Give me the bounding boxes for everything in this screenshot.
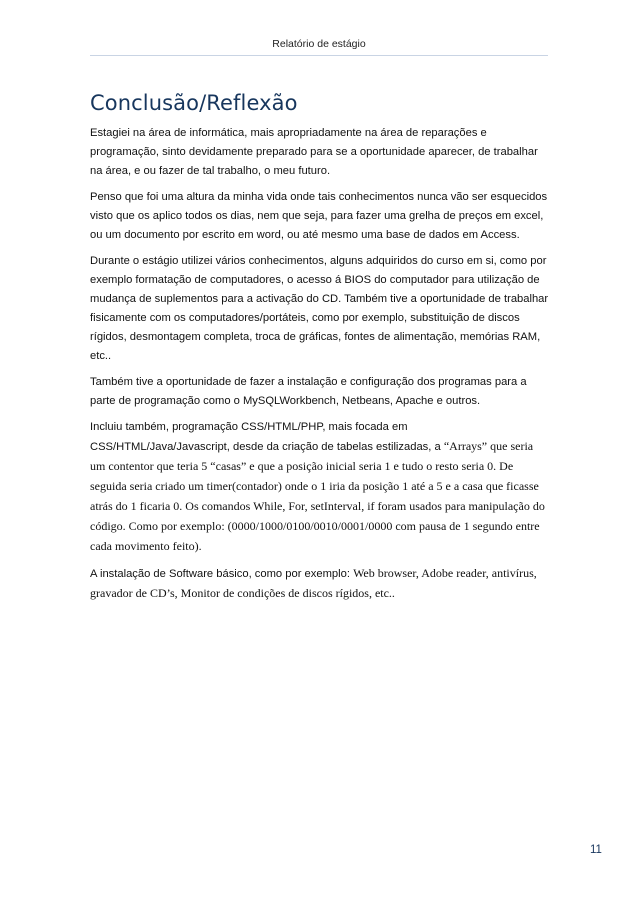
paragraph-5 [90, 418, 550, 557]
paragraph-6-sans: A instalação de Software básico, como por exemplo: [90, 568, 354, 580]
page-number: 11 [590, 844, 602, 856]
paragraph-6-serif: Web browser, Adobe reader, antivírus, gravador de CD’s, Monitor de condições de discos rígidos, etc.. [90, 566, 537, 600]
running-header: Relatório de estágio [272, 38, 366, 50]
paragraph-3: Durante o estágio utilizei vários conhecimentos, alguns adquiridos do curso em si, como por exemplo formatação de computadores, o acesso á BIOS do computador para utilização de mudança de suplementos para a activação do CD. Também tive a oportunidade de trabalhar fisicamente com os computadores/portáteis, como por exemplo, substituição de discos rígidos, desmontagem completa, troca de gráficas, fontes de alimentação, memórias RAM, etc.. [90, 255, 549, 362]
paragraph-5-sans: Incluiu também, programação CSS/HTML/PHP, mais focada em CSS/HTML/Java/Javascript, desde da criação de tabelas estilizadas, a [90, 421, 444, 453]
header-divider [90, 55, 548, 56]
paragraph-6 [90, 564, 550, 604]
paragraph-2: Penso que foi uma altura da minha vida onde tais conhecimentos nunca vão ser esquecidos visto que os aplico todos os dias, nem que seja, para fazer uma grelha de preços em excel, ou um documento por escrito em word, ou até mesmo uma base de dados em Access. [90, 191, 548, 241]
paragraph-4: Também tive a oportunidade de fazer a instalação e configuração dos programas para a parte de programação como o MySQLWorkbench, Netbeans, Apache e outros. [90, 376, 527, 407]
body-text [90, 124, 550, 611]
paragraph-1: Estagiei na área de informática, mais apropriadamente na área de reparações e programação, sinto devidamente preparado para se a oportunidade aparecer, de trabalhar na área, e ou fazer de tal trabalho, o meu futuro. [90, 127, 538, 177]
section-title: Conclusão/Reflexão [90, 91, 298, 115]
paragraph-5-serif: “Arrays” que seria um contentor que teria 5 “casas” e que a posição inicial seria 1 e tudo o resto seria 0. De seguida seria criado um timer(contador) onde o 1 iria da posição 1 até a 5 e a casa que ficasse atrás do 1 ficaria 0. Os comandos While, For, setInterval, if foram usados para manipulação do código. Como por exemplo: (0000/1000/0100/0010/0001/0000 com pausa de 1 segundo entre cada movimento feito). [90, 439, 545, 553]
